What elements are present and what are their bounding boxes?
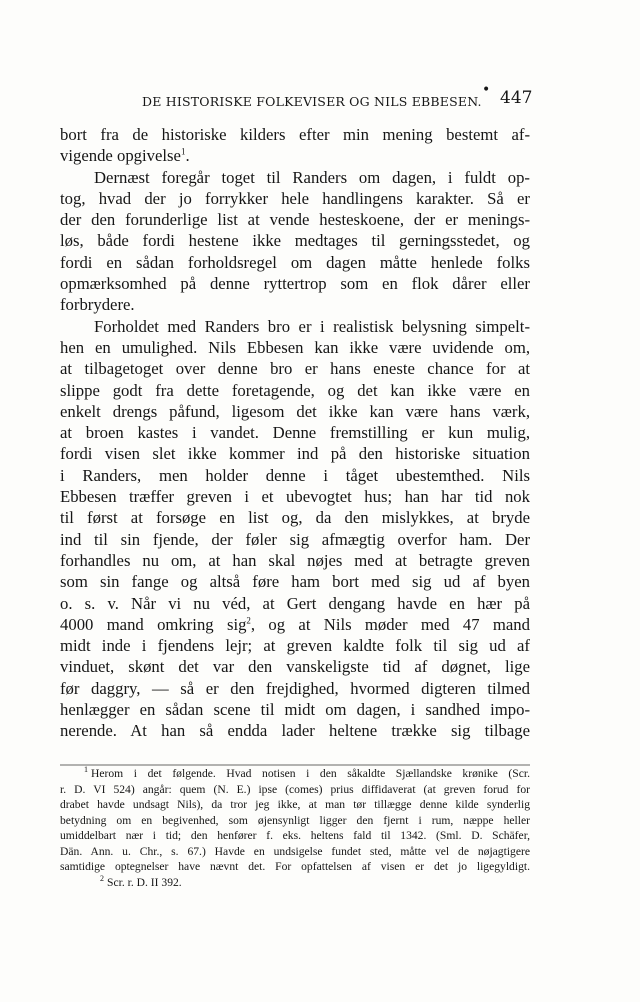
- paragraph-start: Dernæst foregår toget til Randers om dagen, i fuldt op-: [94, 167, 530, 187]
- text-line: der den forunderlige list at vende hesteskoene, der er menings-: [60, 210, 530, 230]
- text-line: nerende. At han så endda lader heltene trække sig tilbage: [60, 721, 530, 741]
- text-line: tog, hvad der jo forrykker hele handlingens karakter. Så er: [60, 188, 530, 208]
- footnote-1-line: drabet havde undsagt Nils), da tror jeg ikke, at man tør tillægge denne kilde synderlig: [60, 798, 530, 811]
- text-line: bort fra de historiske kilders efter min mening bestemt af-: [60, 125, 530, 144]
- page-number: 447: [500, 88, 533, 108]
- text-line: løs, både fordi hestene ikke medtages til gerningsstedet, og: [60, 231, 530, 251]
- text-line: forbrydere.: [60, 295, 135, 315]
- footnote-1-line: betydning om en begivenhed, som øjensynligt ligger den fjernt i rum, næppe heller: [60, 813, 530, 827]
- text-line: opmærksomhed på denne ryttertrop som en flok dårer eller: [60, 274, 530, 294]
- footnote-2-marker: 2: [100, 874, 104, 883]
- text-line: vigende opgivelse$^1$.: [60, 146, 190, 166]
- footnote-1-line: r. D. VI 524) angår: quem (N. E.) ipse (comes) prius diffidaverat (at greven forud for: [60, 782, 530, 796]
- text-line: midt inde i fjendens lejr; at greven kaldte folk til sig ud af: [60, 636, 530, 656]
- text-line: i Randers, men holder denne i tåget ubestemthed. Nils: [60, 465, 530, 485]
- printer-mark: •: [482, 82, 491, 98]
- text-line: forhandles nu om, at han skal nøjes med at betragte greven: [60, 550, 530, 570]
- body-text: [60, 124, 530, 742]
- text-line: at broen kastes i vandet. Denne fremstilling er kun mulig,: [60, 423, 530, 443]
- footnote-1-line: Dän. Ann. u. Chr., s. 67.) Havde en undsigelse fundet sted, måtte vel de nøjagtigere: [60, 844, 530, 858]
- footnote-1-line: umiddelbart nær i tid; den henfører f. eks. heltens fald til 1342. (Sml. D. Schäfer,: [60, 829, 530, 842]
- footnote-1-line: samtidige optegnelser have nævnt det. For opfattelsen af visen er det jo ligegyldigt.: [60, 860, 530, 873]
- page-header: [60, 82, 533, 112]
- footnote-2: $^2$ Scr. r. D. II 392.: [100, 874, 182, 889]
- text-line: o. s. v. Når vi nu véd, at Gert dengang havde en hær på: [60, 593, 530, 613]
- text-line: vinduet, skønt det var den vanskeligste tid af døgnet, lige: [60, 657, 530, 677]
- running-head: DE HISTORISKE FOLKEVISER OG NILS EBBESEN.: [142, 94, 482, 109]
- text-line: før daggry, — så er den frejdighed, hvormed digteren tilmed: [60, 678, 530, 698]
- footnote-1-line: $^1$ Herom i det følgende. Hvad notisen i den såkaldte Sjællandske krønike (Scr.: [84, 766, 530, 780]
- text-line: slippe godt fra dette foretagende, og det kan ikke være en: [60, 380, 530, 400]
- footnote-ref-1: 1: [180, 146, 186, 157]
- text-line: som sin fange og altså føre ham bort med sig ud af byen: [60, 572, 530, 592]
- text-line: at tilbagetoget over denne bro er hans eneste chance for at: [60, 359, 530, 379]
- footnotes: [60, 766, 530, 890]
- text-line: 4000 mand omkring sig$^2$, og at Nils møder med 47 mand: [60, 614, 530, 634]
- text-line: enkelt drengs påfund, ligesom det ikke kan være hans værk,: [60, 401, 530, 421]
- text-line: til først at forsøge en list og, da den mislykkes, at bryde: [60, 508, 530, 528]
- text-line: ind til sin fjende, der føler sig afmægtig overfor ham. Der: [60, 529, 530, 549]
- text-line: Ebbesen træffer greven i et ubevogtet hus; han har tid nok: [60, 487, 530, 507]
- footnote-1-marker: 1: [84, 766, 88, 775]
- paragraph-start: Forholdet med Randers bro er i realistisk belysning simpelt-: [94, 316, 530, 336]
- text-line: hen en umulighed. Nils Ebbesen kan ikke være uvidende om,: [60, 337, 530, 357]
- footnote-ref-2: 2: [246, 615, 251, 626]
- text-line: henlægger en sådan scene til midt om dagen, i sandhed impo-: [60, 700, 530, 720]
- text-line: fordi en sådan forholdsregel om dagen måtte henlede folks: [60, 252, 530, 272]
- text-line: fordi visen slet ikke kommer ind på den historiske situation: [60, 444, 530, 464]
